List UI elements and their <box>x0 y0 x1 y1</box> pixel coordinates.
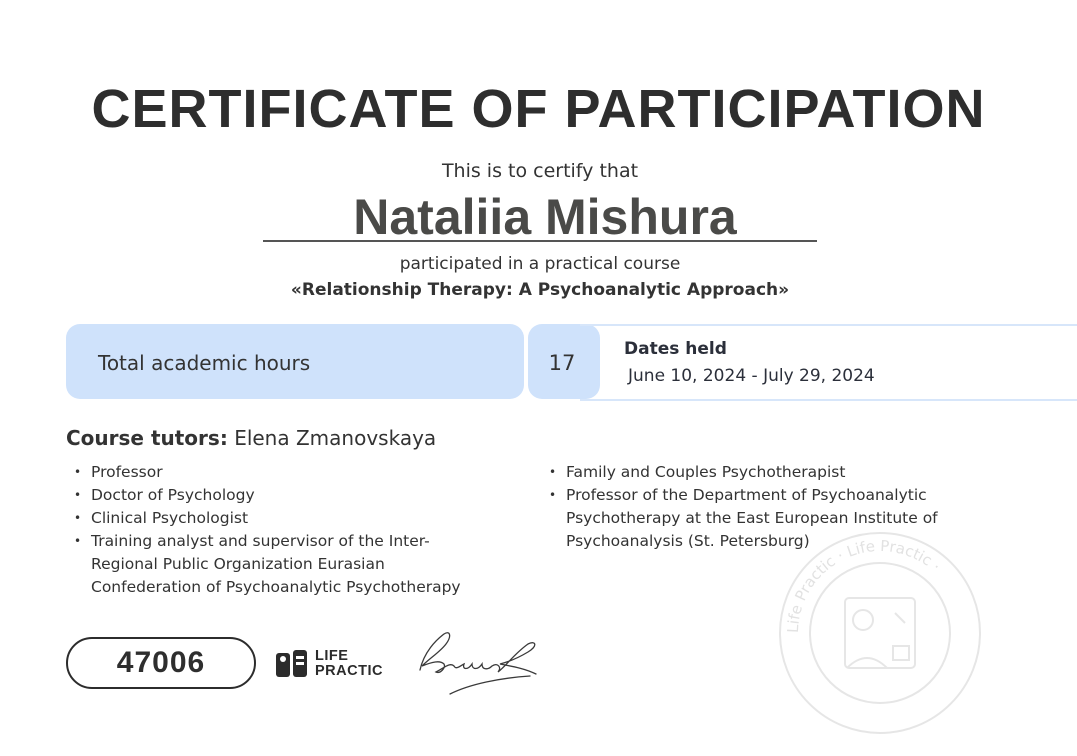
credential-item: • Clinical Psychologist <box>66 507 486 530</box>
course-title: «Relationship Therapy: A Psychoanalytic Approach» <box>290 280 790 300</box>
dates-value: June 10, 2024 - July 29, 2024 <box>628 366 875 386</box>
credential-item: • Doctor of Psychology <box>66 484 486 507</box>
signature <box>410 622 550 702</box>
recipient-name: Nataliia Mishura <box>353 189 737 245</box>
logo-mark-icon <box>275 648 311 680</box>
dates-panel <box>580 324 1077 401</box>
tutor-credentials-left <box>66 461 486 599</box>
credential-item: • Professor <box>66 461 486 484</box>
certificate-title: CERTIFICATE OF PARTICIPATION <box>91 79 986 139</box>
credential-item: • Family and Couples Psychotherapist <box>541 461 1001 484</box>
logo-text-line2: PRACTIC <box>315 663 383 679</box>
svg-text:Life Practic · Life Practic · <box>784 537 944 633</box>
name-underline <box>263 240 817 242</box>
dates-label: Dates held <box>624 339 727 359</box>
certify-text: This is to certify that <box>441 160 639 182</box>
credential-item: • Professor of the Department of Psychoanalytic Psychotherapy at the East European Institute of Psychoanalysis (St. Petersburg) <box>541 484 1001 553</box>
hours-value: 17 <box>548 351 576 375</box>
hours-label: Total academic hours <box>98 351 311 375</box>
credential-item: • Training analyst and supervisor of the Inter-Regional Public Organization Eurasian Confederation of Psychoanalytic Psychotherapy <box>66 530 486 599</box>
seal-stamp <box>775 528 985 738</box>
participated-text: participated in a practical course <box>399 254 681 274</box>
certificate-number: 47006 <box>66 637 256 689</box>
seal-text: Life Practic · Life Practic · <box>783 536 945 634</box>
tutors-label: Course tutors: <box>66 426 228 450</box>
tutor-name: Elena Zmanovskaya <box>234 426 437 450</box>
course-tutors <box>66 426 436 450</box>
life-practic-logo <box>275 648 390 682</box>
logo-text-line1: LIFE <box>315 648 349 664</box>
